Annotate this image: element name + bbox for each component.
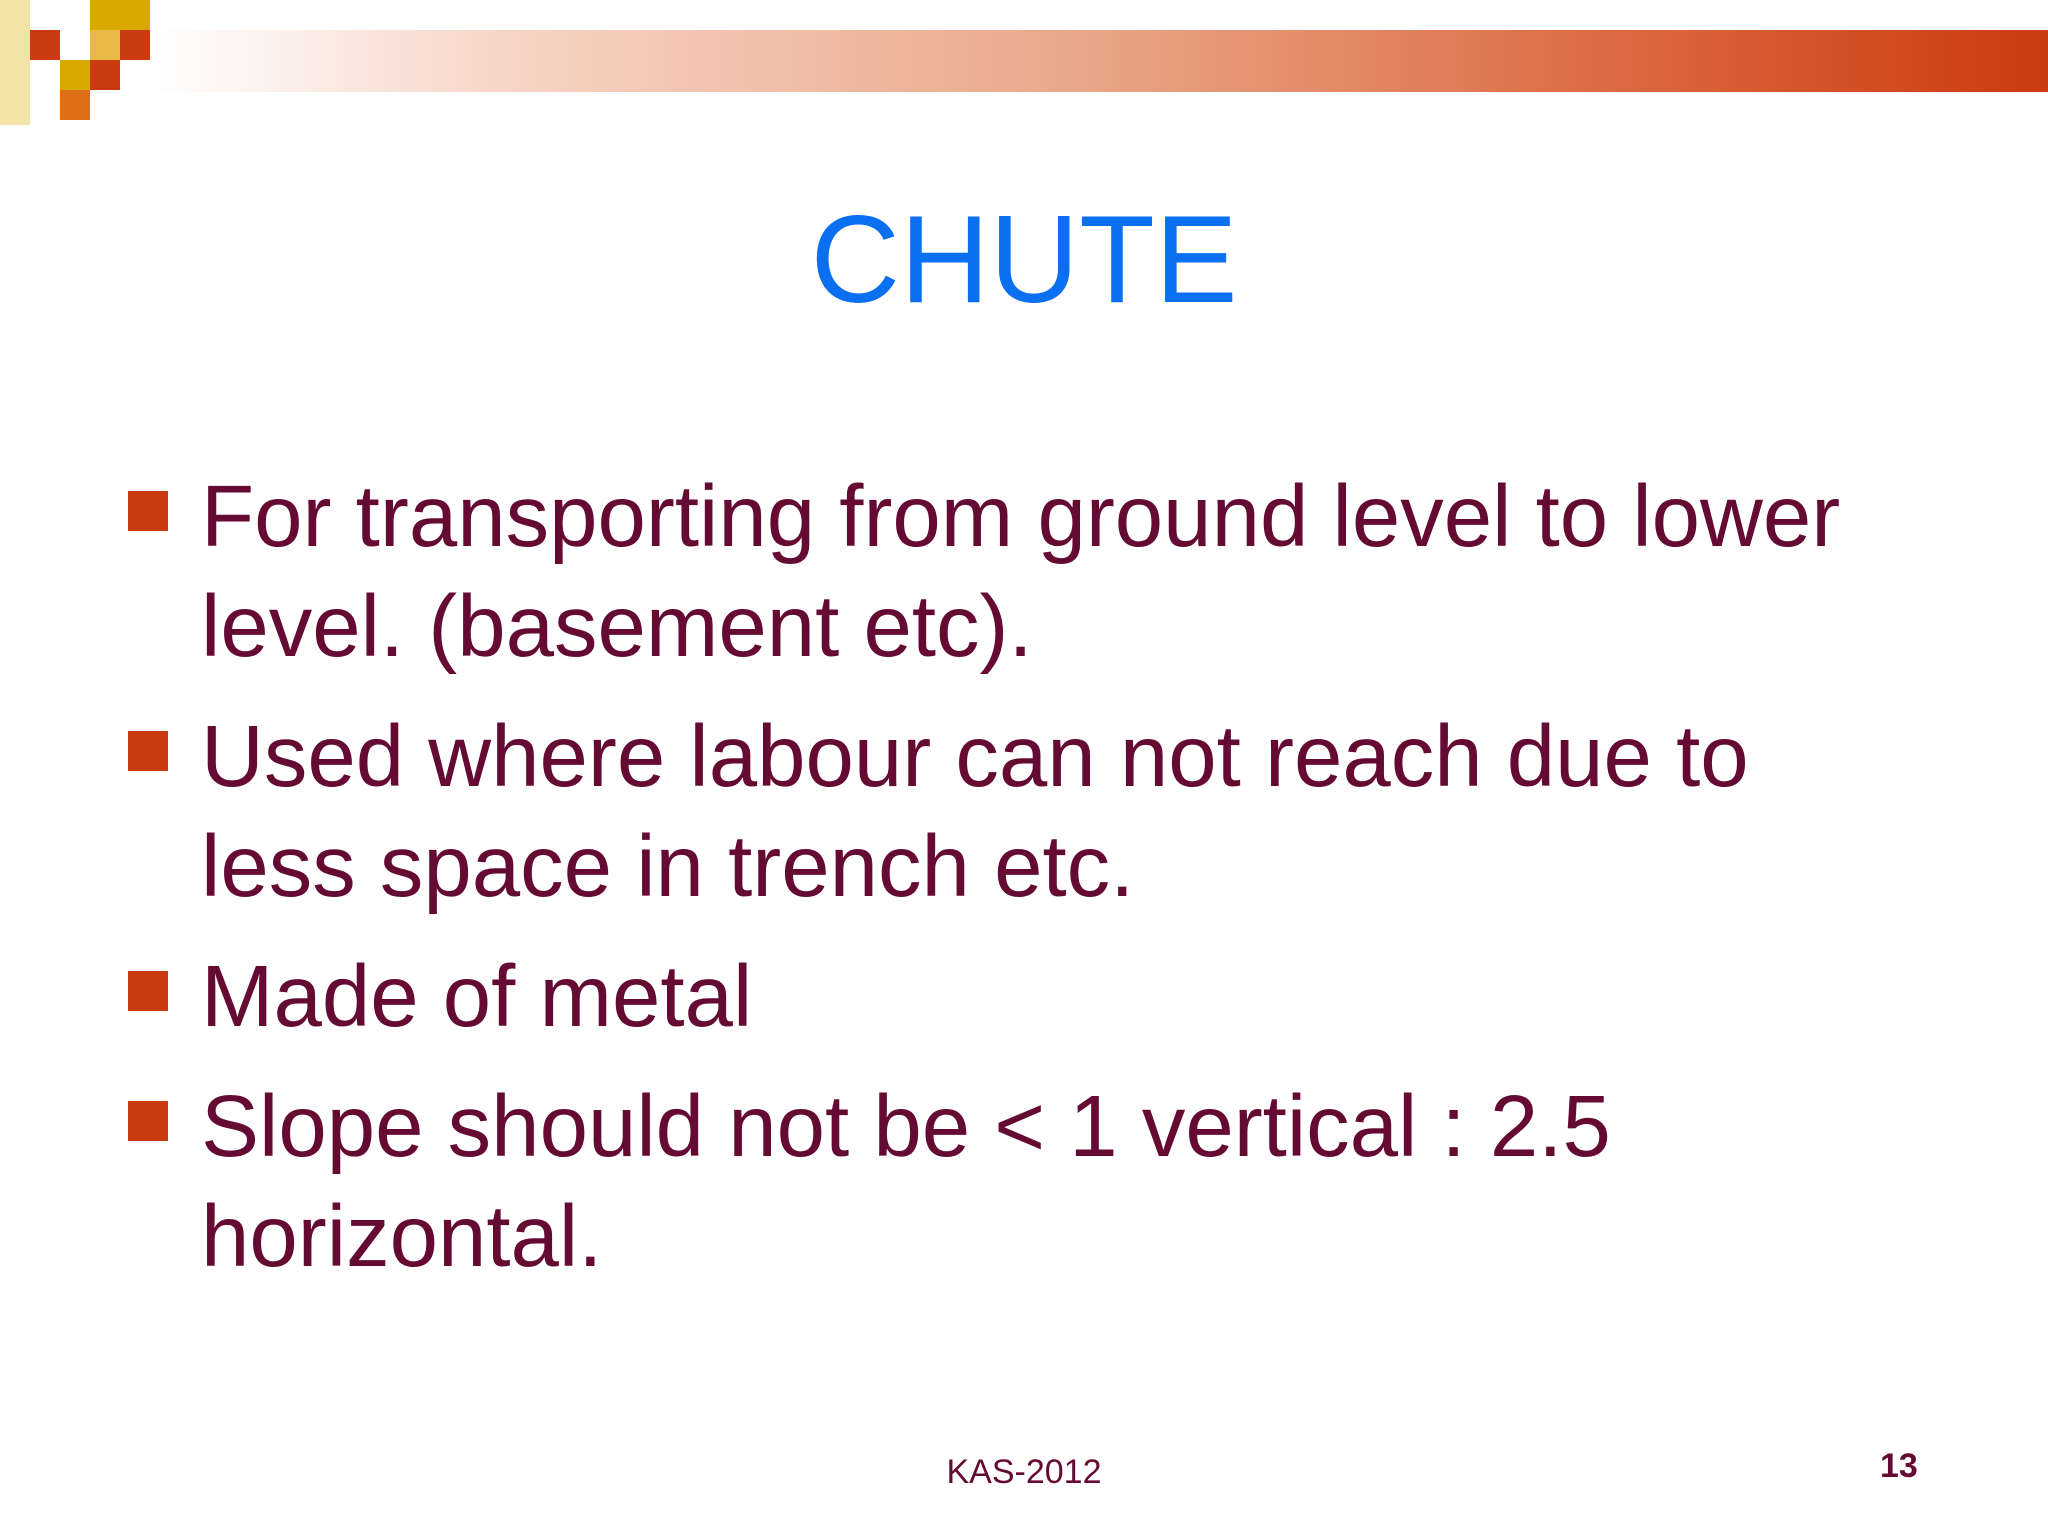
slide-title: CHUTE [810, 191, 1238, 329]
bullet-item [128, 702, 1988, 922]
bullet-text-line: Made of metal [201, 948, 753, 1045]
bullet-text-line: Slope should not be < 1 vertical : 2.5 [201, 1078, 1611, 1175]
bullet-item [128, 462, 1988, 682]
square-bullet-icon [128, 731, 168, 771]
bullet-text-line: level. (basement etc). [201, 578, 1033, 675]
bullet-text-line: less space in trench etc. [201, 818, 1135, 915]
bullet-item [128, 942, 1988, 1052]
square-bullet-icon [128, 971, 168, 1011]
square-bullet-icon [128, 491, 168, 531]
slide-page-number: 13 [1880, 1447, 1918, 1485]
bullet-item [128, 1072, 1988, 1292]
bullet-list [128, 462, 1988, 1312]
bullet-text-line: For transporting from ground level to lower [201, 468, 1841, 565]
header-gradient-band [150, 30, 2048, 92]
bullet-text-line: Used where labour can not reach due to [201, 708, 1749, 805]
bullet-text-line: horizontal. [201, 1188, 603, 1285]
decorative-squares-logo [0, 0, 160, 125]
slide-footer: KAS-2012 [946, 1453, 1102, 1491]
square-bullet-icon [128, 1101, 168, 1141]
